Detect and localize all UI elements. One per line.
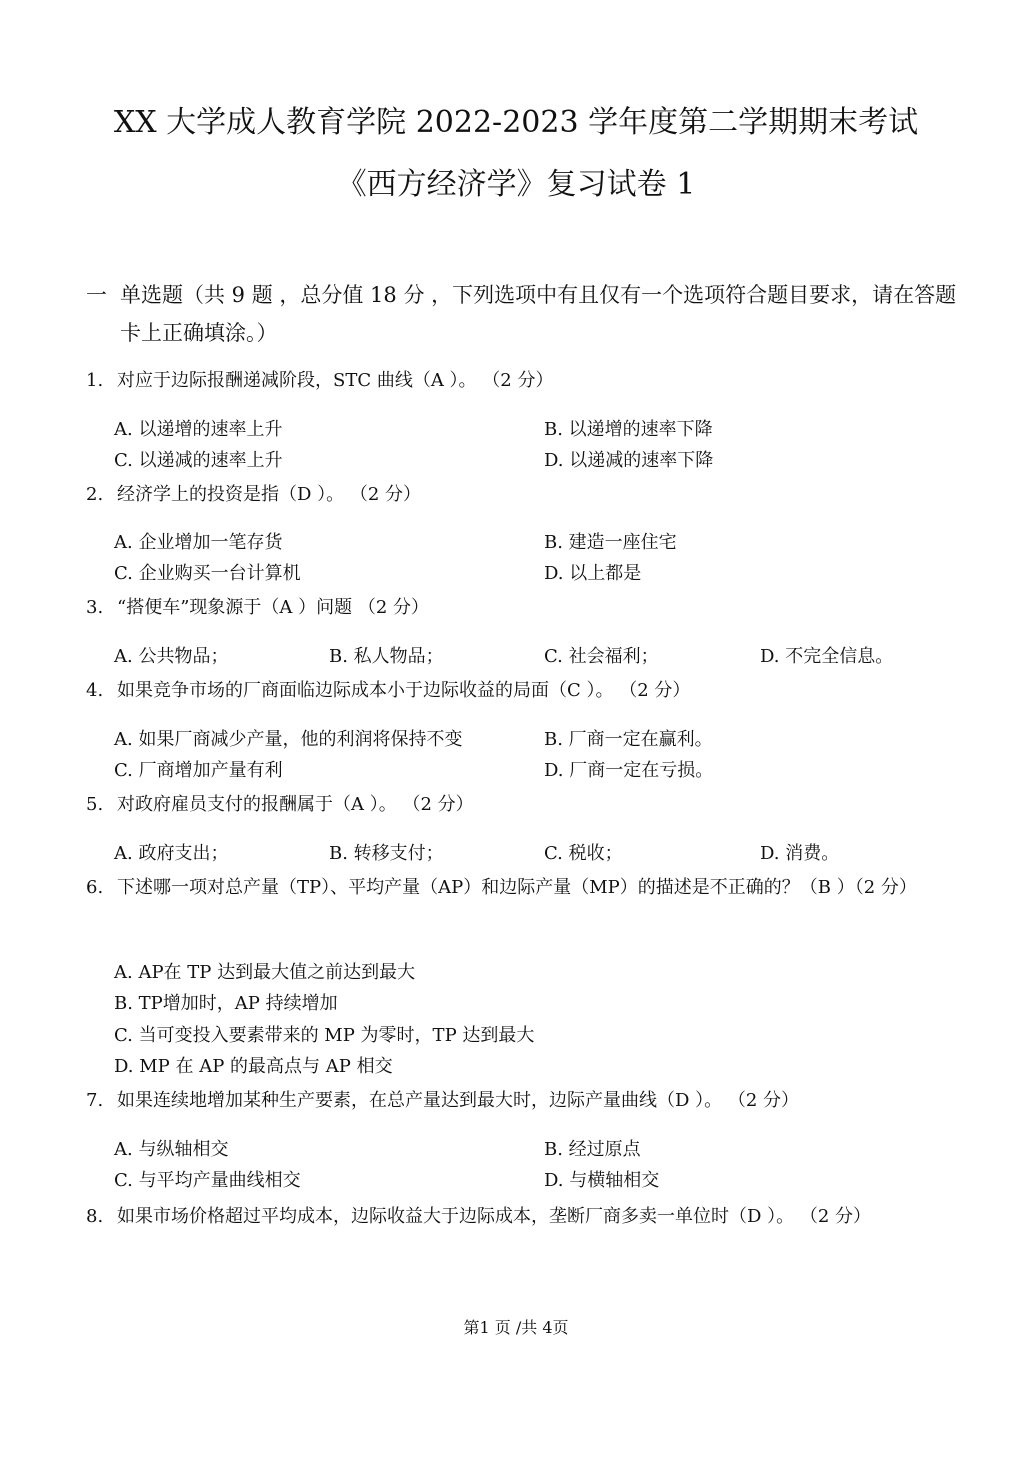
question-number: 8.: [86, 1206, 104, 1227]
q2-option-b: B. 建造一座住宅: [544, 532, 677, 553]
section-instructions: 单选题（共 9 题 ，总分值 18 分 ，下列选项中有且仅有一个选项符合题目要求，请在答题卡上正确填涂。）: [120, 283, 957, 345]
question-text: 对应于边际报酬递减阶段，STC 曲线（A ）。 （2 分）: [117, 370, 554, 391]
question-text: 如果连续地增加某种生产要素，在总产量达到最大时，边际产量曲线（D ）。 （2 分）: [117, 1090, 800, 1111]
question-text: 经济学上的投资是指（D ）。 （2 分）: [117, 484, 422, 505]
question-text: 如果竞争市场的厂商面临边际成本小于边际收益的局面（C ）。 （2 分）: [117, 680, 691, 701]
q3-option-b: B. 私人物品；: [329, 646, 444, 667]
question-text: 如果市场价格超过平均成本，边际收益大于边际成本，垄断厂商多卖一单位时（D ）。 （2 分）: [117, 1206, 872, 1227]
q5-option-b: B. 转移支付；: [329, 843, 444, 864]
q3-option-d: D. 不完全信息。: [760, 646, 894, 667]
section-number: 一: [86, 283, 107, 307]
exam-title: XX 大学成人教育学院 2022-2023 学年度第二学期期末考试: [113, 105, 919, 140]
q6-option-a: A. AP在 TP 达到最大值之前达到最大: [114, 962, 416, 983]
q4-option-d: D. 厂商一定在亏损。: [544, 760, 714, 781]
question-number: 5.: [86, 794, 104, 815]
question-8: [86, 1201, 966, 1233]
q7-option-a: A. 与纵轴相交: [114, 1139, 229, 1160]
section-heading: [86, 276, 966, 352]
exam-subtitle: 《西方经济学》复习试卷 1: [336, 167, 696, 202]
question-number: 1.: [86, 370, 104, 391]
q7-option-d: D. 与横轴相交: [544, 1170, 660, 1191]
q7-option-b: B. 经过原点: [544, 1139, 641, 1160]
q1-option-b: B. 以递增的速率下降: [544, 419, 713, 440]
q3-option-c: C. 社会福利；: [544, 646, 659, 667]
page-number: 第1 页 /共 4页: [463, 1318, 569, 1337]
question-number: 2.: [86, 484, 104, 505]
q4-option-b: B. 厂商一定在赢利。: [544, 729, 713, 750]
question-number: 6.: [86, 877, 104, 898]
question-text: 下述哪一项对总产量（TP）、平均产量（AP）和边际产量（MP）的描述是不正确的？（B ）（2 分）: [117, 877, 917, 898]
question-2: [86, 479, 966, 511]
question-number: 3.: [86, 597, 104, 618]
q5-option-a: A. 政府支出；: [114, 843, 229, 864]
question-1: [86, 365, 966, 397]
q6-option-b: B. TP增加时，AP 持续增加: [114, 993, 338, 1014]
q2-option-d: D. 以上都是: [544, 563, 642, 584]
question-number: 7.: [86, 1090, 104, 1111]
q1-option-c: C. 以递减的速率上升: [114, 450, 283, 471]
question-3: [86, 592, 966, 624]
question-4: [86, 675, 966, 707]
question-text: 对政府雇员支付的报酬属于（A ）。 （2 分）: [117, 794, 474, 815]
q1-option-d: D. 以递减的速率下降: [544, 450, 714, 471]
question-6: [86, 872, 966, 904]
question-5: [86, 789, 966, 821]
q4-option-a: A. 如果厂商减少产量，他的利润将保持不变: [114, 729, 463, 750]
question-text: “搭便车”现象源于（A ）问题 （2 分）: [117, 597, 430, 618]
q1-option-a: A. 以递增的速率上升: [114, 419, 283, 440]
q3-option-a: A. 公共物品；: [114, 646, 229, 667]
q2-option-c: C. 企业购买一台计算机: [114, 563, 301, 584]
q6-option-c: C. 当可变投入要素带来的 MP 为零时，TP 达到最大: [114, 1025, 535, 1046]
question-number: 4.: [86, 680, 104, 701]
q4-option-c: C. 厂商增加产量有利: [114, 760, 283, 781]
q6-option-d: D. MP 在 AP 的最高点与 AP 相交: [114, 1056, 393, 1077]
q5-option-d: D. 消费。: [760, 843, 840, 864]
q5-option-c: C. 税收；: [544, 843, 623, 864]
q7-option-c: C. 与平均产量曲线相交: [114, 1170, 301, 1191]
q2-option-a: A. 企业增加一笔存货: [114, 532, 283, 553]
question-7: [86, 1085, 966, 1117]
